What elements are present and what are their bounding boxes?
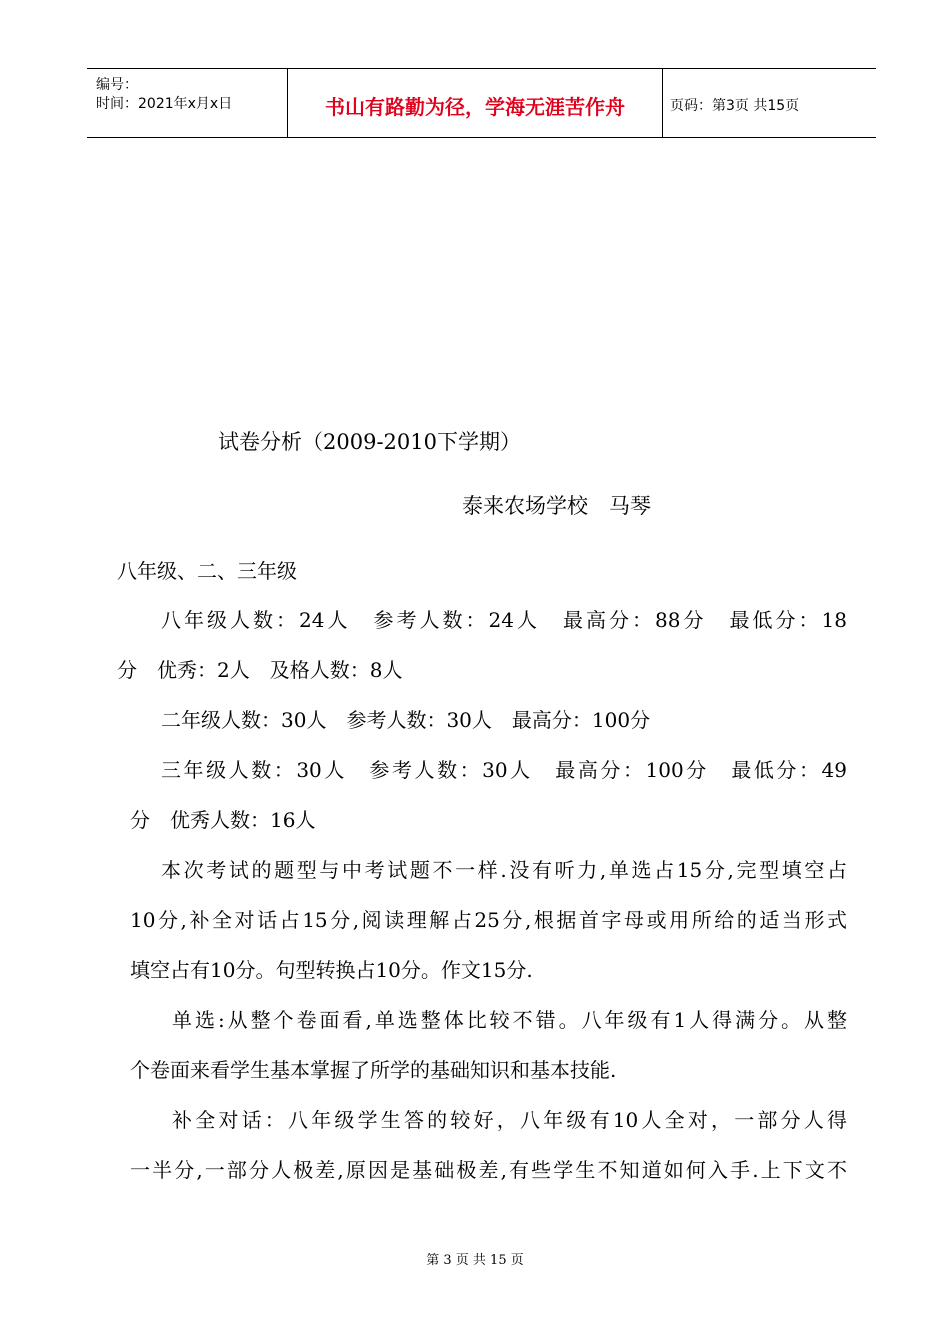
grade3-stats: 三年级人数：30人 参考人数：30人 最高分：100分 最低分：49 [161,758,847,782]
grade8-stats: 八年级人数：24人 参考人数：24人 最高分：88分 最低分：18 [161,608,847,632]
time-label: 时间：2021年x月x日 [96,96,233,112]
header-motto-cell [287,69,663,137]
paragraph-line: 本次考试的题型与中考试题不一样.没有听力,单选占15分,完型填空占 [161,858,847,882]
paragraph-line: 一半分,一部分人极差,原因是基础极差,有些学生不知道如何入手.上下文不 [130,1158,847,1182]
paragraph-line: 10分,补全对话占15分,阅读理解占25分,根据首字母或用所给的适当形式 [130,908,847,932]
header-motto: 书山有路勤为径，学海无涯苦作舟 [325,95,625,119]
paragraph-line: 单选:从整个卷面看,单选整体比较不错。八年级有1人得满分。从整 [172,1008,847,1032]
header-page-info: 页码：第3页 共15页 [670,98,800,114]
header-page-cell [662,69,876,137]
grade3-stats-cont: 分 优秀人数：16人 [130,808,316,832]
document-title: 试卷分析（2009-2010下学期） [218,430,521,454]
page-header [87,68,876,138]
header-meta-cell [87,69,287,137]
paragraph-line: 补全对话：八年级学生答的较好，八年级有10人全对，一部分人得 [172,1108,847,1132]
serial-label: 编号： [96,77,138,93]
document-author: 泰来农场学校 马琴 [462,494,651,518]
grade8-stats-cont: 分 优秀：2人 及格人数：8人 [117,658,403,682]
paragraph-line: 个卷面来看学生基本掌握了所学的基础知识和基本技能. [130,1058,617,1082]
grade2-stats: 二年级人数：30人 参考人数：30人 最高分：100分 [161,708,651,732]
paragraph-line: 填空占有10分。句型转换占10分。作文15分. [130,958,533,982]
page-footer: 第 3 页 共 15 页 [426,1253,524,1268]
grade-heading: 八年级、二、三年级 [117,559,297,583]
